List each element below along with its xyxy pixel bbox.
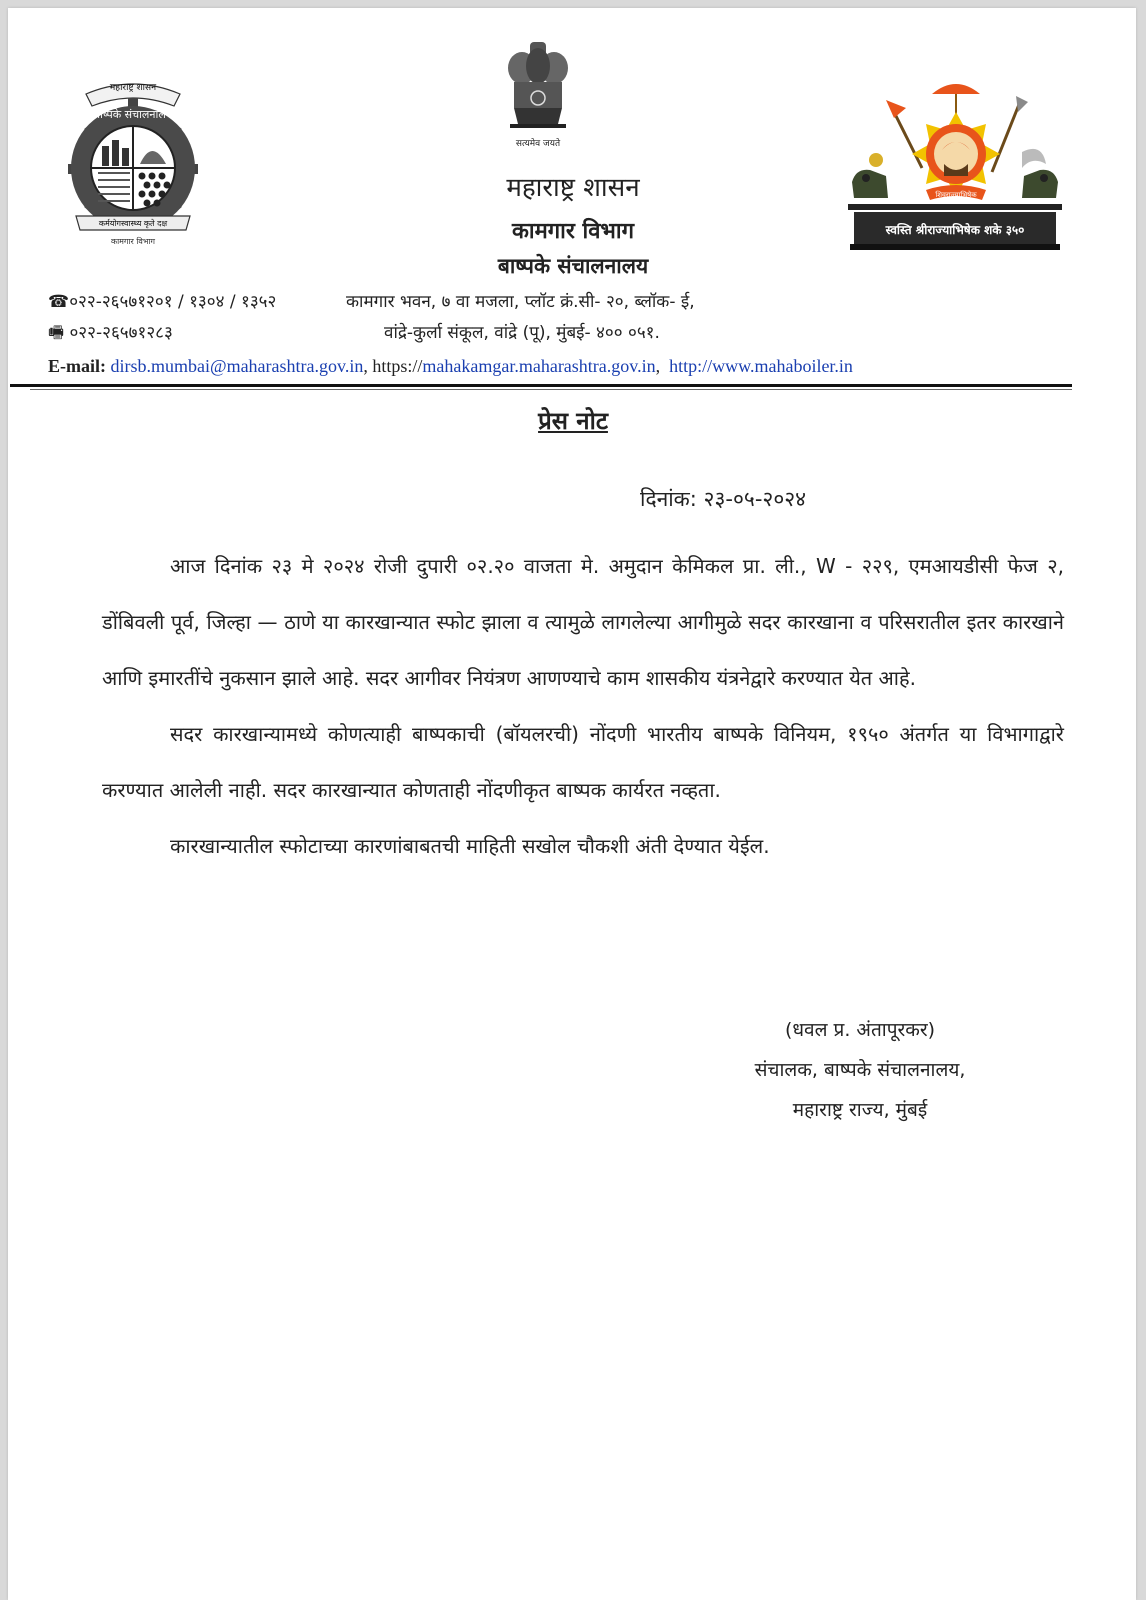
svg-text:स्वस्ति श्रीराज्याभिषेक शके ३५: स्वस्ति श्रीराज्याभिषेक शके ३५० — [885, 223, 1025, 237]
fax-number: ०२२-२६५७१२८३ — [69, 323, 173, 343]
address-line-2: वांद्रे-कुर्ला संकूल, वांद्रे (पू), मुंबई- ४०० ०५१. — [384, 323, 660, 343]
phone-icon: ☎ — [48, 292, 70, 312]
press-note-title: प्रेस नोट — [538, 407, 608, 435]
national-emblem — [500, 38, 576, 150]
emblem-motto: सत्यमेव जयते — [515, 139, 561, 149]
header-state: महाराष्ट्र शासन — [506, 173, 640, 203]
header-department: कामगार विभाग — [512, 219, 634, 244]
website-link-2[interactable]: http://www.mahaboiler.in — [669, 356, 853, 376]
web-separator-1: , https:// — [363, 356, 423, 376]
email-web-line — [48, 356, 853, 377]
signatory-place: महाराष्ट्र राज्य, मुंबई — [792, 1099, 928, 1121]
body-text — [102, 538, 1064, 874]
svg-text:बाष्पके संचालनालय: बाष्पके संचालनालय — [93, 108, 173, 121]
svg-text:कामगार विभाग: कामगार विभाग — [110, 237, 156, 246]
paragraph-1: आज दिनांक २३ मे २०२४ रोजी दुपारी ०२.२० वाजता मे. अमुदान केमिकल प्रा. ली., W - २२९, एमआयडीसी फेज २, डोंबिवली पूर्व, जिल्हा — ठाणे या कारखान्यात स्फोट झाला व त्यामुळे लागलेल्या आगीमुळे सदर कारखाना व परिसरातील इतर कारखाने आणि इमारतींचे नुकसान झाले आहे. सदर आगीवर नियंत्रण आणण्याचे काम शासकीय यंत्रनेद्वारे करण्यात येत आहे. — [102, 554, 1064, 690]
svg-text:शिवराज्याभिषेक: शिवराज्याभिषेक — [935, 191, 977, 199]
phone-line — [48, 289, 276, 312]
phone-number: ०२२-२६५७१२०१ / १३०४ / १३५२ — [69, 292, 277, 312]
signatory-name: (धवल प्र. अंतापूरकर) — [784, 1019, 936, 1041]
signatory-designation: संचालक, बाष्पके संचालनालय, — [754, 1059, 966, 1081]
paragraph-3: कारखान्यातील स्फोटाच्या कारणांबाबतची माहिती सखोल चौकशी अंती देण्यात येईल. — [170, 834, 770, 858]
header-divider-thin — [30, 389, 1072, 390]
document-date: दिनांक: २३-०५-२०२४ — [640, 487, 807, 511]
paragraph-2: सदर कारखान्यामध्ये कोणत्याही बाष्पकाची (बॉयलरची) नोंदणी भारतीय बाष्पके विनियम, १९५० अंतर्गत या विभागाद्वारे करण्यात आलेली नाही. सदर कारखान्यात कोणताही नोंदणीकृत बाष्पक कार्यरत नव्हता. — [102, 722, 1064, 802]
website-link-1[interactable]: mahakamgar.maharashtra.gov.in — [422, 356, 656, 376]
fax-line — [48, 320, 173, 349]
web-separator-2: , — [655, 356, 661, 376]
svg-text:कर्मयोगस्वास्थ्य कृते दक्ष: कर्मयोगस्वास्थ्य कृते दक्ष — [98, 219, 168, 228]
svg-text:महाराष्ट्र शासन: महाराष्ट्र शासन — [109, 83, 157, 93]
header-divider — [10, 384, 1072, 387]
email-label: E-mail: — [48, 356, 106, 376]
address-line-1: कामगार भवन, ७ वा मजला, प्लॉट क्रं.सी- २०, ब्लॉक- ई, — [346, 292, 695, 312]
signature-block — [720, 1010, 1000, 1130]
fax-icon: 🖷 — [48, 323, 65, 343]
email-link[interactable]: dirsb.mumbai@maharashtra.gov.in — [110, 356, 364, 376]
header-directorate: बाष्पके संचालनालय — [497, 254, 649, 278]
